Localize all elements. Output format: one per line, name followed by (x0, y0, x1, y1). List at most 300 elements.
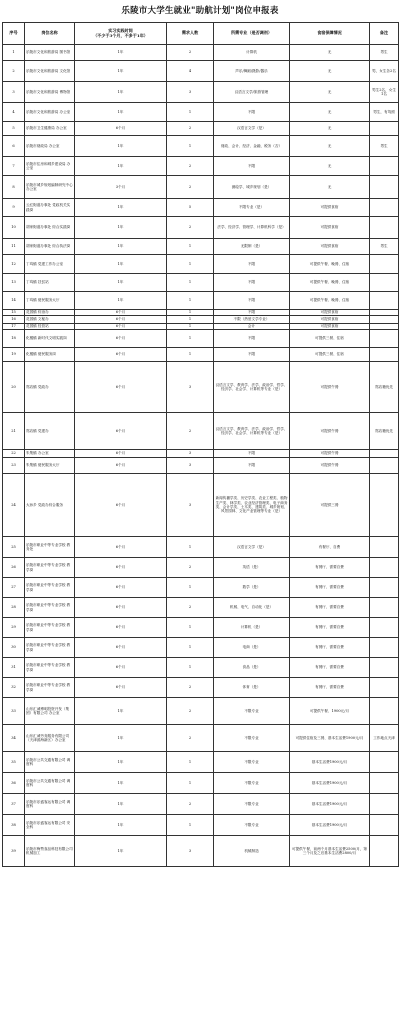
cell-note (370, 658, 399, 678)
cell-welfare: 可提供三餐、住宿 (290, 330, 370, 348)
cell-count: 1 (167, 103, 214, 122)
cell-period: 1年 (75, 82, 167, 103)
cell-major: 不限 (214, 274, 290, 292)
cell-job: 乐陵市梅赞食品科技有限公司 机械加工 (25, 836, 75, 867)
cell-period: 6个月 (75, 537, 167, 558)
table-row (3, 348, 399, 362)
cell-major: 不限专业 (214, 815, 290, 836)
cell-note (370, 678, 399, 698)
cell-period: 1年 (75, 157, 167, 176)
cell-major: 英语（是） (214, 558, 290, 578)
table-row (3, 678, 399, 698)
cell-seq: 30 (3, 638, 25, 658)
table-row (3, 638, 399, 658)
cell-seq: 13 (3, 274, 25, 292)
cell-seq: 7 (3, 157, 25, 176)
cell-welfare: 可提供午餐，前两个月基本生活费2500/月，第三个月及之后基本生活费2800/月 (290, 836, 370, 867)
header-period (75, 23, 167, 45)
cell-count: 1 (167, 292, 214, 310)
cell-seq: 11 (3, 239, 25, 255)
cell-note: 男生 (370, 136, 399, 157)
cell-major: 不限专业 (214, 794, 290, 815)
cell-period: 6个月 (75, 658, 167, 678)
cell-job: 乐陵市职业中等专业学校 教学岗 (25, 678, 75, 698)
cell-period: 1年 (75, 103, 167, 122)
cell-seq: 36 (3, 773, 25, 794)
table-header-row (3, 23, 399, 45)
cell-count: 2 (167, 45, 214, 61)
cell-period: 6个月 (75, 330, 167, 348)
table-row (3, 330, 399, 348)
cell-note (370, 558, 399, 578)
cell-welfare: 有餐厅、自费 (290, 537, 370, 558)
table-row (3, 658, 399, 678)
cell-job: 山东汇诚劳务服务有限公司（天津滨海新区）办公室 (25, 725, 75, 752)
cell-welfare: 可提供三餐 (290, 474, 370, 537)
header-major: 所需专业（是否调剂） (214, 23, 290, 45)
cell-period: 1年 (75, 255, 167, 274)
cell-period: 1年 (75, 815, 167, 836)
cell-count: 2 (167, 794, 214, 815)
table-row (3, 316, 399, 324)
table-row (3, 458, 399, 474)
cell-count: 1 (167, 310, 214, 316)
cell-welfare: 基本生活费1900元/月 (290, 794, 370, 815)
cell-job: 乐陵市职业中等专业学校 教学岗 (25, 638, 75, 658)
cell-period: 6个月 (75, 348, 167, 362)
cell-count: 2 (167, 698, 214, 725)
cell-count: 2 (167, 598, 214, 618)
table-row (3, 618, 399, 638)
cell-count: 3 (167, 836, 214, 867)
cell-welfare: 可提供食宿 (290, 239, 370, 255)
cell-period: 1年 (75, 836, 167, 867)
cell-seq: 35 (3, 752, 25, 773)
cell-count: 5 (167, 199, 214, 217)
cell-seq: 29 (3, 618, 25, 638)
table-row (3, 413, 399, 450)
table-row (3, 836, 399, 867)
header-count: 需求人数 (167, 23, 214, 45)
cell-seq: 14 (3, 292, 25, 310)
table-row (3, 537, 399, 558)
cell-seq: 23 (3, 458, 25, 474)
cell-period: 6个月 (75, 362, 167, 413)
cell-job: 大孙乡 党政办综合服务 (25, 474, 75, 537)
cell-major: 不限专业 (214, 725, 290, 752)
cell-job: 乐陵市文化和旅游局 办公室 (25, 103, 75, 122)
cell-period: 1年 (75, 292, 167, 310)
cell-major: 汉语言文学（是） (214, 122, 290, 136)
cell-seq: 33 (3, 698, 25, 725)
cell-job: 丁坞镇 扶贫站 (25, 274, 75, 292)
table-row (3, 815, 399, 836)
table-row (3, 698, 399, 725)
cell-period: 6个月 (75, 122, 167, 136)
cell-welfare: 可提供食宿 (290, 217, 370, 239)
cell-note: 男生，有驾照 (370, 103, 399, 122)
cell-job: 乐陵市职业中等专业学校 教学岗 (25, 618, 75, 638)
cell-job: 乐陵市职业中等专业学校 教务处 (25, 537, 75, 558)
cell-major: 无限制（是） (214, 239, 290, 255)
cell-job: 乐陵市住房和城乡建设局 办公室 (25, 157, 75, 176)
cell-count: 1 (167, 773, 214, 794)
cell-job: 化楼镇 便民服务岗 (25, 348, 75, 362)
cell-period: 1年 (75, 61, 167, 82)
cell-period: 6个月 (75, 450, 167, 458)
cell-note (370, 773, 399, 794)
cell-seq: 3 (3, 82, 25, 103)
cell-welfare: 可提供午餐 (290, 450, 370, 458)
header-seq: 序号 (3, 23, 25, 45)
cell-welfare: 可提供三餐、住宿 (290, 348, 370, 362)
cell-job: 山东汇诚博明投资开发（集团）有限公司 办公室 (25, 698, 75, 725)
cell-job: 乐陵市财政局 办公室 (25, 136, 75, 157)
table-row (3, 752, 399, 773)
cell-welfare: 有餐厅、需要自费 (290, 598, 370, 618)
table-row (3, 176, 399, 199)
cell-note (370, 578, 399, 598)
cell-welfare: 有餐厅、需要自费 (290, 558, 370, 578)
cell-note (370, 274, 399, 292)
cell-period: 6个月 (75, 678, 167, 698)
page-title: 乐陵市大学生就业"助航计划"岗位申报表 (121, 6, 279, 16)
cell-major: 电商（是） (214, 638, 290, 658)
table-row (3, 598, 399, 618)
table-row (3, 450, 399, 458)
cell-welfare: 可提供住宿及三餐、基本生活费1900元/月 (290, 725, 370, 752)
cell-job: 化楼镇 新时代文明实践岗 (25, 330, 75, 348)
cell-job: 乐陵市职业中等专业学校 教学岗 (25, 658, 75, 678)
header-note: 备注 (370, 23, 399, 45)
cell-welfare: 无 (290, 61, 370, 82)
cell-job: 乐陵市职业中等专业学校 教学岗 (25, 578, 75, 598)
cell-job: 朱集镇 办公室 (25, 450, 75, 458)
cell-job: 乐陵市卫生健康局 办公室 (25, 122, 75, 136)
cell-job: 郑店镇 党政办 (25, 362, 75, 413)
cell-job: 花园镇 综治办 (25, 310, 75, 316)
cell-period: 1年 (75, 752, 167, 773)
cell-job: 乐陵市乐盛客运有限公司 安全科 (25, 815, 75, 836)
cell-welfare: 可提供午餐、1900元/月 (290, 698, 370, 725)
cell-seq: 25 (3, 537, 25, 558)
table-row (3, 103, 399, 122)
cell-note (370, 698, 399, 725)
cell-seq: 1 (3, 45, 25, 61)
cell-job: 丁坞镇 便民服务大厅 (25, 292, 75, 310)
cell-welfare: 无 (290, 136, 370, 157)
cell-major: 声乐/舞蹈/摄影/器乐 (214, 61, 290, 82)
cell-seq: 20 (3, 362, 25, 413)
cell-note (370, 458, 399, 474)
cell-count: 2 (167, 725, 214, 752)
cell-count: 3 (167, 458, 214, 474)
cell-note (370, 316, 399, 324)
cell-major: 不限 (214, 157, 290, 176)
cell-major: 不限 (214, 255, 290, 274)
cell-note (370, 450, 399, 458)
cell-job: 胡家街道办事处 综合执法岗 (25, 239, 75, 255)
table-row (3, 157, 399, 176)
cell-seq: 6 (3, 136, 25, 157)
cell-period: 6个月 (75, 598, 167, 618)
cell-seq: 10 (3, 217, 25, 239)
table-row (3, 82, 399, 103)
cell-welfare: 无 (290, 103, 370, 122)
header-welfare: 食宿保障情况 (290, 23, 370, 45)
cell-major: 不限 (214, 292, 290, 310)
cell-job: 乐陵市文化和旅游局 图书馆 (25, 45, 75, 61)
cell-seq: 38 (3, 815, 25, 836)
cell-welfare: 有餐厅、需要自费 (290, 638, 370, 658)
cell-job: 郑店镇 党建办 (25, 413, 75, 450)
cell-major: 数学（是） (214, 578, 290, 598)
cell-seq: 15 (3, 310, 25, 316)
cell-count: 3 (167, 362, 214, 413)
cell-major: 机械制造 (214, 836, 290, 867)
cell-major: 不限 (214, 450, 290, 458)
cell-period: 1年 (75, 239, 167, 255)
cell-welfare: 可提供午餐、晚餐、住宿 (290, 292, 370, 310)
cell-welfare: 无 (290, 82, 370, 103)
cell-count: 2 (167, 157, 214, 176)
cell-welfare: 可提供食宿 (290, 310, 370, 316)
cell-major: 食品（是） (214, 658, 290, 678)
table-row (3, 255, 399, 274)
cell-seq: 9 (3, 199, 25, 217)
table-row (3, 474, 399, 537)
cell-welfare: 可提供食宿 (290, 316, 370, 324)
cell-period: 6个月 (75, 458, 167, 474)
table-row (3, 794, 399, 815)
cell-welfare: 可提供午餐 (290, 458, 370, 474)
cell-note (370, 815, 399, 836)
table-row (3, 136, 399, 157)
cell-job: 乐陵市文化和旅游局 文化馆 (25, 61, 75, 82)
cell-seq: 2 (3, 61, 25, 82)
cell-note (370, 537, 399, 558)
cell-count: 1 (167, 658, 214, 678)
cell-note (370, 330, 399, 348)
cell-welfare: 有餐厅、需要自费 (290, 658, 370, 678)
cell-major: 财政、会计、经济、金融、税务（否） (214, 136, 290, 157)
cell-major: 不限 (214, 330, 290, 348)
table-row (3, 578, 399, 598)
header-period-note: （不少于3个月，不多于1年） (93, 32, 148, 38)
cell-count: 1 (167, 136, 214, 157)
cell-count: 2 (167, 413, 214, 450)
cell-job: 乐陵市乐盛客运有限公司 调度科 (25, 794, 75, 815)
cell-job: 乐陵市公共交通有限公司 调度科 (25, 752, 75, 773)
cell-note (370, 122, 399, 136)
cell-count: 3 (167, 450, 214, 458)
cell-count: 1 (167, 255, 214, 274)
cell-period: 6个月 (75, 558, 167, 578)
header-period-label: 实习实践时间 (108, 27, 133, 33)
table-row (3, 773, 399, 794)
cell-period: 3个月 (75, 176, 167, 199)
cell-seq: 4 (3, 103, 25, 122)
table-row (3, 61, 399, 82)
cell-count: 1 (167, 578, 214, 598)
cell-count: 2 (167, 176, 214, 199)
cell-job: 云红街道办事处 党政机关实践岗 (25, 199, 75, 217)
cell-welfare: 有餐厅、需要自费 (290, 618, 370, 638)
cell-period: 1年 (75, 199, 167, 217)
cell-note (370, 176, 399, 199)
cell-job: 乐陵市职业中等专业学校 教学岗 (25, 558, 75, 578)
cell-major: 会计 (214, 324, 290, 330)
cell-period: 1年 (75, 794, 167, 815)
cell-note: 工作地点天津 (370, 725, 399, 752)
cell-major: 汉语言文学（是） (214, 537, 290, 558)
cell-seq: 5 (3, 122, 25, 136)
cell-period: 6个月 (75, 413, 167, 450)
cell-period: 6个月 (75, 474, 167, 537)
cell-note (370, 598, 399, 618)
cell-major: 不限专业 (214, 773, 290, 794)
cell-job: 乐陵市公共交通有限公司 调度科 (25, 773, 75, 794)
table-row (3, 122, 399, 136)
cell-welfare: 可提供食宿 (290, 324, 370, 330)
cell-welfare: 可提供午餐 (290, 362, 370, 413)
cell-major: 不限 (214, 458, 290, 474)
cell-count: 3 (167, 474, 214, 537)
cell-welfare: 可提供午餐 (290, 413, 370, 450)
cell-count: 1 (167, 324, 214, 330)
cell-note (370, 292, 399, 310)
table-row (3, 725, 399, 752)
cell-period: 1年 (75, 217, 167, 239)
cell-seq: 28 (3, 598, 25, 618)
cell-welfare: 基本生活费1900元/月 (290, 752, 370, 773)
cell-seq: 19 (3, 348, 25, 362)
cell-seq: 17 (3, 324, 25, 330)
cell-seq: 12 (3, 255, 25, 274)
table-row (3, 558, 399, 578)
cell-note: 男生2名，女生1名 (370, 82, 399, 103)
cell-welfare: 基本生活费1900元/月 (290, 815, 370, 836)
cell-welfare: 无 (290, 157, 370, 176)
cell-job: 花园镇 经管站 (25, 324, 75, 330)
table-row (3, 217, 399, 239)
cell-welfare: 无 (290, 176, 370, 199)
cell-period: 6个月 (75, 638, 167, 658)
header-job: 岗位名称 (25, 23, 75, 45)
cell-count: 2 (167, 122, 214, 136)
cell-count: 1 (167, 348, 214, 362)
cell-note: 郑店籍优先 (370, 413, 399, 450)
table-row (3, 199, 399, 217)
cell-count: 3 (167, 82, 214, 103)
cell-count: 2 (167, 558, 214, 578)
cell-count: 1 (167, 274, 214, 292)
cell-note: 男生 (370, 239, 399, 255)
cell-major: 不限（热爱文学专业） (214, 316, 290, 324)
cell-seq: 21 (3, 413, 25, 450)
cell-seq: 24 (3, 474, 25, 537)
cell-major: 汉语言文学、教育学、法学、政治学、哲学、经济学、社会学、计算机等专业（是） (214, 413, 290, 450)
cell-period: 6个月 (75, 578, 167, 598)
cell-count: 2 (167, 217, 214, 239)
table-row (3, 239, 399, 255)
cell-major: 不限专业（是） (214, 199, 290, 217)
cell-note (370, 199, 399, 217)
cell-welfare: 无 (290, 45, 370, 61)
cell-period: 6个月 (75, 316, 167, 324)
cell-major: 汉语言文学/旅游管理 (214, 82, 290, 103)
cell-note (370, 618, 399, 638)
cell-job: 乐陵市城乡规划编制研究中心 办公室 (25, 176, 75, 199)
cell-count: 4 (167, 61, 214, 82)
table-row (3, 45, 399, 61)
cell-welfare: 有餐厅、需要自费 (290, 578, 370, 598)
job-table (2, 22, 399, 867)
cell-note (370, 255, 399, 274)
cell-note (370, 348, 399, 362)
cell-count: 1 (167, 537, 214, 558)
cell-major: 计算机（是） (214, 618, 290, 638)
cell-major: 计算机 (214, 45, 290, 61)
cell-major: 新闻传播学类、历史学类、农业工程类、植物生产类、林学类、农业经济管理类、电子商务类、会计学类、土木类、建筑类、城乡规划、风景园林、文化产业管理等专业（是） (214, 474, 290, 537)
cell-seq: 32 (3, 678, 25, 698)
cell-job: 胡家街道办事处 综合实践岗 (25, 217, 75, 239)
cell-job: 乐陵市文化和旅游局 博物馆 (25, 82, 75, 103)
cell-seq: 31 (3, 658, 25, 678)
cell-welfare: 无 (290, 122, 370, 136)
cell-seq: 26 (3, 558, 25, 578)
cell-seq: 37 (3, 794, 25, 815)
cell-seq: 34 (3, 725, 25, 752)
cell-seq: 18 (3, 330, 25, 348)
cell-period: 1年 (75, 45, 167, 61)
cell-count: 1 (167, 239, 214, 255)
cell-job: 乐陵市职业中等专业学校 教学岗 (25, 598, 75, 618)
cell-major: 体育（是） (214, 678, 290, 698)
cell-job: 花园镇 文秘办 (25, 316, 75, 324)
cell-seq: 39 (3, 836, 25, 867)
cell-major: 不限专业 (214, 698, 290, 725)
cell-welfare: 可提供食宿 (290, 199, 370, 217)
cell-welfare: 可提供午餐、晚餐、住宿 (290, 274, 370, 292)
cell-seq: 8 (3, 176, 25, 199)
cell-count: 1 (167, 618, 214, 638)
cell-note (370, 474, 399, 537)
cell-period: 1年 (75, 274, 167, 292)
cell-count: 1 (167, 752, 214, 773)
cell-welfare: 基本生活费1900元/月 (290, 773, 370, 794)
table-row (3, 362, 399, 413)
cell-count: 1 (167, 330, 214, 348)
cell-major: 不限 (214, 348, 290, 362)
cell-note (370, 217, 399, 239)
cell-job: 朱集镇 便民服务大厅 (25, 458, 75, 474)
cell-count: 1 (167, 815, 214, 836)
table-row (3, 292, 399, 310)
cell-welfare: 有餐厅、需要自费 (290, 678, 370, 698)
cell-note (370, 836, 399, 867)
cell-note: 男，女生各2名 (370, 61, 399, 82)
cell-note (370, 752, 399, 773)
cell-major: 机械、电气、自动化（是） (214, 598, 290, 618)
cell-period: 1年 (75, 698, 167, 725)
cell-seq: 22 (3, 450, 25, 458)
cell-major: 不限 (214, 310, 290, 316)
cell-note (370, 794, 399, 815)
cell-seq: 16 (3, 316, 25, 324)
cell-note (370, 157, 399, 176)
cell-major: 测绘学、城乡规划（是） (214, 176, 290, 199)
